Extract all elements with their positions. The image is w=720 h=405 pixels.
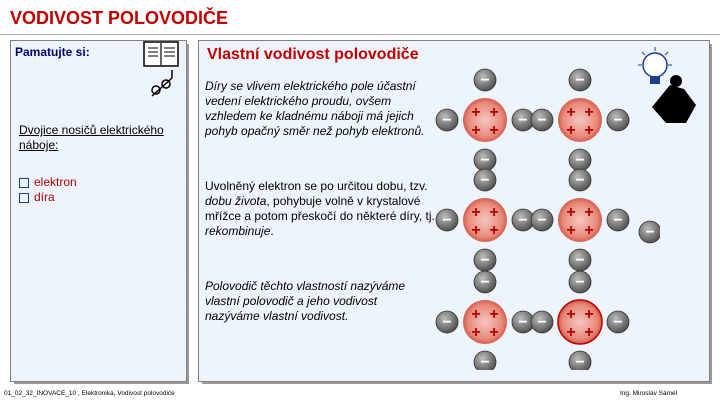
proton-sign: + [489,324,499,341]
electron-sign: − [442,212,452,229]
carrier-list [19,175,77,205]
electron-sign: − [575,274,585,291]
atom-nucleus-icon [463,300,507,344]
crystal-lattice-illustration [430,60,660,370]
electron-sign: − [480,274,490,291]
list-item: elektron [19,175,77,190]
proton-sign: + [584,324,594,341]
proton-sign: + [584,122,594,139]
proton-sign: + [489,204,499,221]
proton-sign: + [566,324,576,341]
electron-sign: − [575,354,585,370]
atom-nucleus-icon [463,198,507,242]
electron-sign: − [537,112,547,129]
checkbox-bullet-icon [19,193,29,203]
electron-sign: − [537,314,547,331]
electron-sign: − [480,354,490,370]
atom-nucleus-icon [463,98,507,142]
proton-sign: + [566,104,576,121]
electron-sign: − [480,172,490,189]
electron-sign: − [575,172,585,189]
electron-sign: − [575,72,585,89]
proton-sign: + [489,306,499,323]
page-title: VODIVOST POLOVODIČE [10,8,229,28]
proton-sign: + [471,122,481,139]
remember-label: Pamatujte si: [15,45,90,59]
proton-sign: + [471,222,481,239]
electron-sign: − [645,224,655,241]
checkbox-bullet-icon [19,178,29,188]
proton-sign: + [584,222,594,239]
footer-author: Ing. Miroslav Sámel [620,390,678,397]
atom-nucleus-icon [558,300,602,344]
proton-sign: + [471,104,481,121]
idea-person-icon [630,45,700,125]
electron-sign: − [613,314,623,331]
electron-sign: − [575,152,585,169]
atom-nucleus-icon [558,198,602,242]
proton-sign: + [584,306,594,323]
electron-sign: − [613,112,623,129]
proton-sign: + [489,104,499,121]
panel-title: Vlastní vodivost polovodiče [207,46,419,63]
paragraph-holes: Díry se vlivem elektrického pole účastní vedení elektrického proudu, ovšem vzhledem ke kladnému náboji má jejich pohyb opačný směr než pohyb elektronů. [205,79,425,138]
proton-sign: + [471,324,481,341]
paragraph-definition: Polovodič těchto vlastností nazýváme vlastní polovodič a jeho vodivost nazýváme vlastní vodivost. [205,279,406,323]
proton-sign: + [566,122,576,139]
footer-course-info: 01_02_32_INOVACE_10 , Elektronika, Vodivost polovodiče [4,390,175,397]
proton-sign: + [471,204,481,221]
proton-sign: + [566,222,576,239]
electron-sign: − [442,314,452,331]
atom-nucleus-icon [558,98,602,142]
proton-sign: + [489,222,499,239]
book-icon [142,40,182,100]
proton-sign: + [566,306,576,323]
electron-sign: − [518,112,528,129]
electron-sign: − [518,314,528,331]
electron-sign: − [480,72,490,89]
list-item: díra [19,190,77,205]
electron-sign: − [537,212,547,229]
proton-sign: + [566,204,576,221]
electron-sign: − [442,112,452,129]
electron-sign: − [575,252,585,269]
electron-sign: − [518,212,528,229]
paragraph-recombination: Uvolněný elektron se po určitou dobu, tzv. dobu života, pohybuje volně v krystalové mřížce a potom přeskočí do některé díry, tj. rekombinuje. [205,179,435,238]
electron-sign: − [613,212,623,229]
title-divider [0,34,720,35]
carrier-pair-title: Dvojice nosičů elektrického náboje: [19,123,164,152]
proton-sign: + [584,104,594,121]
proton-sign: + [471,306,481,323]
proton-sign: + [489,122,499,139]
electron-sign: − [480,252,490,269]
electron-sign: − [480,152,490,169]
proton-sign: + [584,204,594,221]
